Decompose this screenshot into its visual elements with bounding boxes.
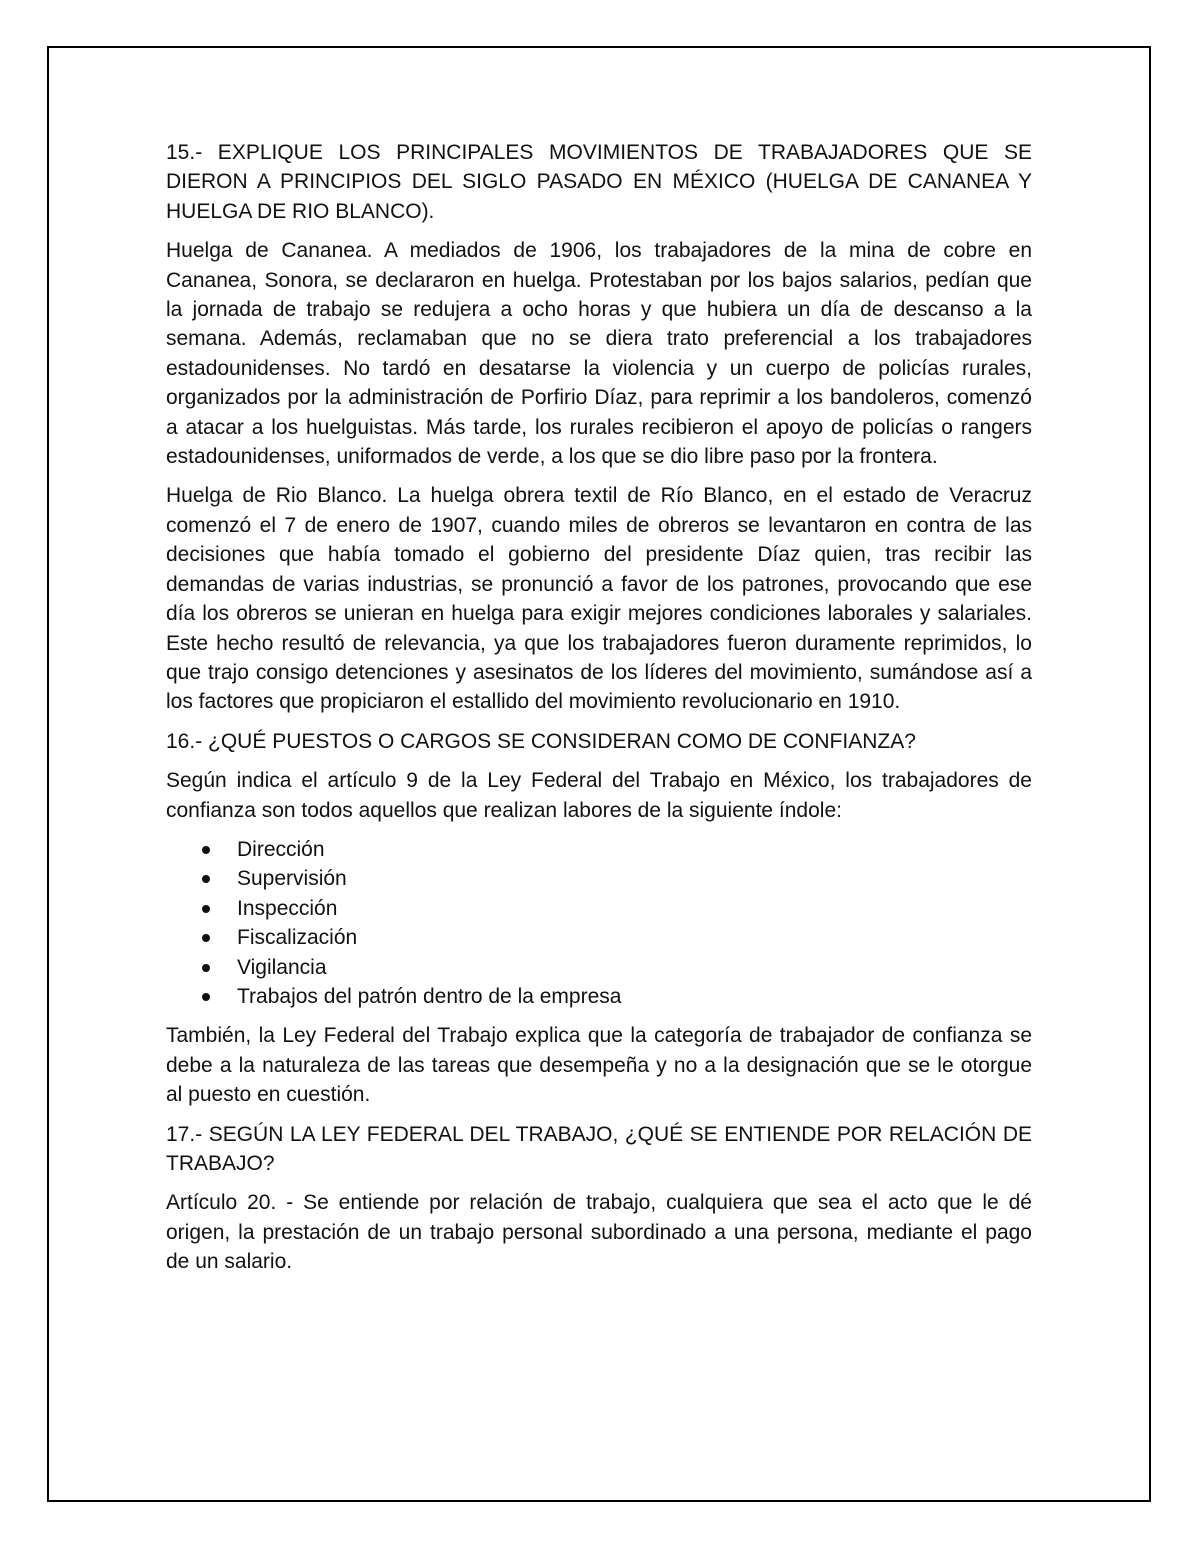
list-item — [202, 982, 1032, 1011]
bullet-icon — [202, 846, 210, 854]
list-item — [202, 864, 1032, 893]
bullet-icon — [202, 993, 210, 1001]
list-item-label: Inspección — [237, 896, 338, 920]
bullet-icon — [202, 905, 210, 913]
bullet-icon — [202, 964, 210, 972]
list-item — [202, 953, 1032, 982]
list-item-label: Trabajos del patrón dentro de la empresa — [237, 984, 622, 1008]
confianza-intro-paragraph: Según indica el artículo 9 de la Ley Federal del Trabajo en México, los trabajadores de confianza son todos aquellos que realizan labores de la siguiente índole: — [166, 769, 1032, 822]
cananea-paragraph: Huelga de Cananea. A mediados de 1906, los trabajadores de la mina de cobre en Cananea, Sonora, se declararon en huelga. Protestaban por los bajos salarios, pedían que la jornada de trabajo se redujera a ocho horas y que hubiera un día de descanso a la semana. Además, reclamaban que no se diera trato preferencial a los trabajadores estadounidenses. No tardó en desatarse la violencia y un cuerpo de policías rurales, organizados por la administración de Porfirio Díaz, para reprimir a los bandoleros, comenzó a atacar a los huelguistas. Más tarde, los rurales recibieron el apoyo de policías o rangers estadounidenses, uniformados de verde, a los que se dio libre paso por la frontera. — [166, 239, 1032, 469]
list-item — [202, 835, 1032, 864]
question-17-heading: 17.- SEGÚN LA LEY FEDERAL DEL TRABAJO, ¿QUÉ SE ENTIENDE POR RELACIÓN DE TRABAJO? — [166, 1122, 1032, 1175]
bullet-icon — [202, 875, 210, 883]
document-body — [166, 138, 1032, 1287]
confianza-closing-paragraph: También, la Ley Federal del Trabajo explica que la categoría de trabajador de confianza se debe a la naturaleza de las tareas que desempeña y no a la designación que se le otorgue al puesto en cuestión. — [166, 1024, 1032, 1107]
rio-blanco-paragraph: Huelga de Rio Blanco. La huelga obrera textil de Río Blanco, en el estado de Veracruz comenzó el 7 de enero de 1907, cuando miles de obreros se levantaron en contra de las decisiones que había tomado el gobierno del presidente Díaz quien, tras recibir las demandas de varias industrias, se pronunció a favor de los patrones, provocando que ese día los obreros se unieran en huelga para exigir mejores condiciones laborales y salariales. Este hecho resultó de relevancia, ya que los trabajadores fueron duramente reprimidos, lo que trajo consigo detenciones y asesinatos de los líderes del movimiento, sumándose así a los factores que propiciaron el estallido del movimiento revolucionario en 1910. — [166, 484, 1032, 714]
question-16-heading: 16.- ¿QUÉ PUESTOS O CARGOS SE CONSIDERAN COMO DE CONFIANZA? — [166, 729, 916, 753]
bullet-icon — [202, 934, 210, 942]
relacion-trabajo-paragraph: Artículo 20. - Se entiende por relación de trabajo, cualquiera que sea el acto que le dé origen, la prestación de un trabajo personal subordinado a una persona, mediante el pago de un salario. — [166, 1191, 1032, 1274]
list-item-label: Vigilancia — [237, 955, 327, 979]
list-item-label: Supervisión — [237, 867, 347, 891]
list-item-label: Dirección — [237, 837, 325, 861]
question-15-heading: 15.- EXPLIQUE LOS PRINCIPALES MOVIMIENTOS DE TRABAJADORES QUE SE DIERON A PRINCIPIOS DEL SIGLO PASADO EN MÉXICO (HUELGA DE CANANEA Y HUELGA DE RIO BLANCO). — [166, 141, 1032, 223]
list-item — [202, 894, 1032, 923]
list-item — [202, 923, 1032, 952]
list-item-label: Fiscalización — [237, 926, 358, 950]
confianza-list — [166, 835, 1032, 1011]
